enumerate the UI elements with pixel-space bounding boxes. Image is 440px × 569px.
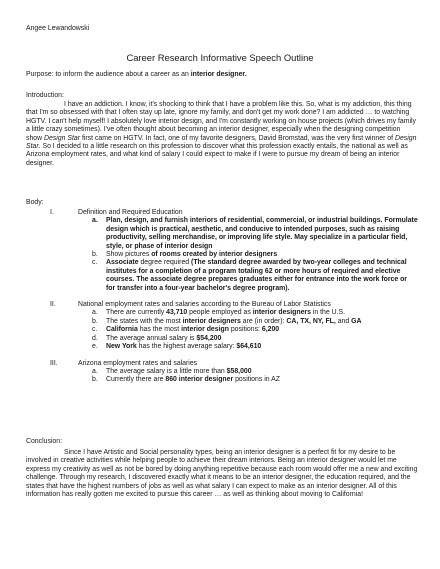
- item-marker: b.: [92, 376, 98, 384]
- outline-item: [92, 376, 418, 384]
- item-text-bold: New York: [106, 343, 137, 351]
- item-marker: d.: [92, 334, 98, 342]
- item-marker: a.: [92, 367, 98, 375]
- outline-item: [92, 368, 418, 376]
- item-text-bold: interior designers: [252, 309, 311, 317]
- author-name: Angee Lewandowski: [26, 25, 90, 32]
- item-text: There are currently: [106, 309, 167, 317]
- outline-item: [92, 335, 418, 343]
- item-text-bold: 6,200: [261, 326, 280, 334]
- item-text-bold: interior designers: [182, 317, 241, 325]
- section-items: [26, 368, 418, 385]
- intro-text-3: . So I decided to a little research on this profession to discover what this profession exactly entails, the national as well as Arizona employment rates, and what kind of salary I could expect to make if I were to pursue my dream of being an interior designer.: [26, 143, 408, 167]
- item-marker: a.: [92, 309, 98, 317]
- item-text-bold: 43,710: [166, 309, 188, 317]
- section-items: [26, 309, 418, 351]
- item-marker: a.: [92, 217, 98, 225]
- outline-item: [92, 343, 418, 351]
- item-text: in the U.S.: [310, 309, 346, 317]
- purpose-career: interior designer.: [190, 71, 247, 78]
- item-text: The states with the most: [106, 317, 183, 325]
- item-text: Currently there are: [106, 376, 166, 384]
- item-text-bold: $64,610: [236, 343, 262, 351]
- conclusion-paragraph: Since I have Artistic and Social personality types, being an interior designer is a perfect fit for my desire to be involved in creative activities while helping people to achieve their dream interiors. Being an interior designer would let me express my creativity as well as not be bored by doing anything repetitive because each room would offer me a new and exciting challenge. Through my research, I discovered exactly what it means to be an interior designer, the education required, and the states that have the highest numbers of jobs as well as what salary I can expect to make as an interior designer. All of this information has really gotten me excited to pursue this career … as well as thinking about moving to California!: [26, 449, 418, 499]
- body-outline: [26, 209, 418, 393]
- outline-section-arizona: [26, 360, 418, 385]
- item-text: The average salary is a little more than: [106, 367, 227, 375]
- item-text: positions:: [228, 326, 262, 334]
- item-text-bold: of rooms created by interior designers: [151, 251, 278, 259]
- introduction-label: Introduction:: [26, 92, 64, 99]
- item-text-bold: interior design: [181, 326, 229, 334]
- outline-section-definition: [26, 209, 418, 293]
- outline-item: [92, 318, 418, 326]
- item-text: degree required: [138, 259, 192, 267]
- item-text-bold: 860 interior designer: [165, 376, 234, 384]
- design-star-title: Design Star: [26, 134, 417, 151]
- item-text-bold: (The standard degree awarded by two-year colleges and technical institutes for a completion of a program totaling 62 or more hours of required and elective courses. The associate degree prepares graduates either for entrance into the work force or for transfer into a four-year bachelor's degree program).: [106, 259, 407, 292]
- outline-item: [92, 259, 418, 293]
- item-text: are (in order):: [240, 317, 287, 325]
- outline-item: [92, 309, 418, 317]
- item-text: and: [335, 317, 352, 325]
- item-text: has the most: [137, 326, 182, 334]
- item-marker: c.: [92, 259, 98, 267]
- outline-section-national: [26, 301, 418, 351]
- item-text-bold: GA: [351, 317, 362, 325]
- outline-item: [92, 326, 418, 334]
- item-text: Plan, design, and furnish interiors of residential, commercial, or industrial buildings. Formulate design which is practical, aesthetic, and conducive to intended purposes, such as raising productivity, selling merchandise, or improving life style. May specialize in a particular field, style, or phase of interior design: [106, 217, 418, 250]
- intro-text-1: I have an addiction. I know, it's shocking to think that I have a problem like this. So, what is my addiction, this thing that I'm so obsessed with that I often stay up late, ignore my family, and don't get my work done? I am addicted … to watching HGTV. I can't help myself! I absolutely love interior design, and I'm constantly working on house projects (which drives my family a little crazy sometimes). I've often thought about becoming an interior designer, especially when the designing competition show: [26, 101, 416, 142]
- item-text: has the highest average salary:: [136, 343, 237, 351]
- intro-text-2: first came on HGTV. In fact, one of my favorite designers, David Bromstad, was the very first winner of: [80, 134, 395, 142]
- item-text-bold: CA, TX, NY, FL,: [286, 317, 336, 325]
- outline-item: [92, 217, 418, 251]
- section-number: II.: [50, 301, 56, 309]
- purpose-text: Purpose: to inform the audience about a career as an: [26, 71, 191, 78]
- section-heading: Definition and Required Education: [78, 209, 183, 216]
- design-star-title: Design Star: [44, 134, 81, 142]
- outline-item: [92, 251, 418, 259]
- section-heading: Arizona employment rates and salaries: [78, 359, 198, 367]
- item-text: people employed as: [187, 309, 253, 317]
- document-title: Career Research Informative Speech Outline: [126, 52, 314, 63]
- purpose-line: [26, 71, 418, 79]
- introduction-paragraph: [26, 101, 418, 168]
- section-items: [26, 217, 418, 293]
- section-heading: National employment rates and salaries according to the Bureau of Labor Statistics: [78, 301, 331, 309]
- body-label: Body:: [26, 199, 44, 206]
- section-number: III.: [50, 359, 58, 367]
- item-text: positions in AZ: [233, 376, 280, 384]
- item-marker: b.: [92, 317, 98, 325]
- item-marker: e.: [92, 343, 98, 351]
- item-text: The average annual salary is: [106, 334, 197, 342]
- item-text-bold: California: [106, 326, 138, 334]
- item-text-bold: Associate: [106, 259, 139, 267]
- item-marker: b.: [92, 251, 98, 259]
- item-marker: c.: [92, 326, 98, 334]
- conclusion-label: Conclusion:: [26, 438, 63, 445]
- item-text: Show pictures: [106, 251, 152, 259]
- item-text-bold: $54,200: [196, 334, 222, 342]
- item-text-bold: $58,000: [226, 367, 252, 375]
- section-number: I.: [50, 209, 54, 216]
